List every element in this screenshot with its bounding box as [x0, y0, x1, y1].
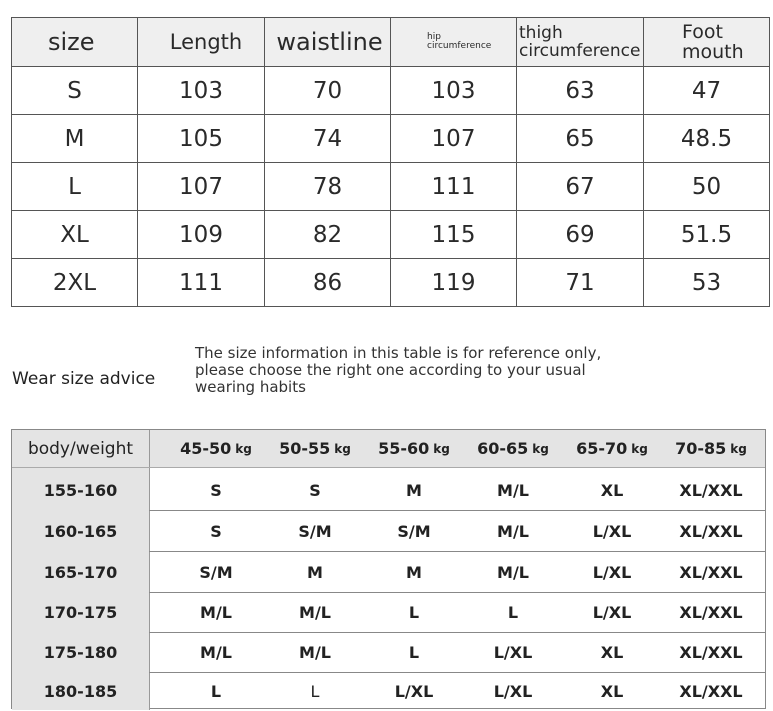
cell-foot: 53	[644, 259, 770, 307]
size-cell: L	[310, 681, 320, 701]
size-cell: XL/XXL	[679, 681, 743, 701]
cell-hip: 111	[391, 163, 517, 211]
cell-length: 111	[138, 259, 265, 307]
size-cell: L/XL	[592, 562, 632, 582]
cell-size: M	[12, 115, 138, 163]
cell-hip: 115	[391, 211, 517, 259]
size-cell: XL/XXL	[679, 642, 743, 662]
cell-waist: 78	[265, 163, 391, 211]
cell-thigh: 65	[517, 115, 644, 163]
cell-length: 109	[138, 211, 265, 259]
wear-size-advice-title: Wear size advice	[12, 369, 156, 389]
size-cell: M/L	[497, 521, 529, 541]
weight-unit: kg	[433, 441, 450, 456]
table-row	[12, 259, 770, 307]
header-hip-circumference	[391, 18, 517, 67]
cell-size: 2XL	[12, 259, 138, 307]
height-range: 180-185	[43, 681, 118, 701]
size-cell: L	[408, 602, 420, 622]
size-reference-note	[195, 345, 665, 396]
weight-range: 65-70	[576, 439, 628, 458]
cell-size: XL	[12, 211, 138, 259]
cell-foot: 47	[644, 67, 770, 115]
header-weight	[266, 430, 364, 467]
cell-size: L	[12, 163, 138, 211]
size-cell: S/M	[397, 521, 431, 541]
size-cell: M	[307, 562, 323, 582]
cell-thigh: 71	[517, 259, 644, 307]
size-cell: M	[406, 562, 422, 582]
header-size: size	[12, 18, 138, 67]
note-line-3: wearing habits	[195, 378, 306, 396]
size-cell: XL	[600, 681, 624, 701]
size-measurement-table	[11, 17, 770, 307]
size-cell: XL/XXL	[679, 562, 743, 582]
note-line-2: please choose the right one according to your usual	[195, 361, 586, 379]
weight-unit: kg	[334, 441, 351, 456]
header-weight	[167, 430, 265, 467]
cell-thigh: 67	[517, 163, 644, 211]
height-range: 175-180	[43, 642, 118, 662]
weight-unit: kg	[631, 441, 648, 456]
header-thigh-circumference	[517, 18, 644, 67]
cell-foot: 51.5	[644, 211, 770, 259]
cell-waist: 74	[265, 115, 391, 163]
header-weight	[464, 430, 562, 467]
table-row	[12, 671, 765, 711]
table-row	[12, 163, 770, 211]
header-thigh-line1: thigh	[519, 23, 563, 43]
cell-waist: 82	[265, 211, 391, 259]
size-cell: XL	[600, 642, 624, 662]
height-range: 160-165	[43, 521, 118, 541]
weight-range: 45-50	[180, 439, 232, 458]
size-cell: S	[210, 480, 222, 500]
table-row	[12, 67, 770, 115]
header-thigh-line2: circumference	[519, 41, 641, 61]
weight-range: 60-65	[477, 439, 529, 458]
table-row	[12, 592, 765, 632]
cell-length: 105	[138, 115, 265, 163]
size-cell: L	[210, 681, 222, 701]
cell-waist: 86	[265, 259, 391, 307]
size-cell: L	[507, 602, 519, 622]
header-foot-line1: Foot	[682, 21, 723, 43]
header-hip-line2: circumference	[427, 41, 492, 51]
size-cell: XL	[600, 480, 624, 500]
weight-unit: kg	[532, 441, 549, 456]
size-cell: L/XL	[592, 521, 632, 541]
size-cell: XL/XXL	[679, 480, 743, 500]
cell-size: S	[12, 67, 138, 115]
table-row	[12, 211, 770, 259]
cell-foot: 50	[644, 163, 770, 211]
cell-length: 107	[138, 163, 265, 211]
table-row	[12, 470, 765, 510]
cell-length: 103	[138, 67, 265, 115]
table-row	[12, 552, 765, 592]
cell-thigh: 69	[517, 211, 644, 259]
table-row	[12, 115, 770, 163]
size-cell: L/XL	[394, 681, 434, 701]
size-cell: S	[309, 480, 321, 500]
weight-unit: kg	[235, 441, 252, 456]
body-weight-size-table	[11, 429, 766, 709]
weight-unit: kg	[730, 441, 747, 456]
size-cell: L/XL	[592, 602, 632, 622]
size-cell: L/XL	[493, 681, 533, 701]
size-cell: M/L	[200, 642, 232, 662]
cell-thigh: 63	[517, 67, 644, 115]
cell-foot: 48.5	[644, 115, 770, 163]
weight-range: 55-60	[378, 439, 430, 458]
cell-hip: 103	[391, 67, 517, 115]
weight-header-row	[12, 430, 765, 468]
cell-hip: 107	[391, 115, 517, 163]
weight-range: 50-55	[279, 439, 331, 458]
size-cell: S	[210, 521, 222, 541]
size-cell: M/L	[497, 480, 529, 500]
size-cell: M/L	[299, 602, 331, 622]
header-weight	[563, 430, 661, 467]
header-weight	[365, 430, 463, 467]
cell-waist: 70	[265, 67, 391, 115]
size-cell: XL/XXL	[679, 521, 743, 541]
size-cell: M/L	[497, 562, 529, 582]
size-cell: S/M	[298, 521, 332, 541]
header-waistline: waistline	[265, 18, 391, 67]
size-cell: XL/XXL	[679, 602, 743, 622]
size-cell: M/L	[299, 642, 331, 662]
table-row	[12, 632, 765, 672]
header-body-weight: body/weight	[12, 430, 150, 467]
header-foot-mouth	[644, 18, 770, 67]
size-table-header-row	[12, 18, 770, 67]
header-hip-line1: hip	[427, 32, 441, 42]
size-cell: L	[408, 642, 420, 662]
size-cell: S/M	[199, 562, 233, 582]
weight-range: 70-85	[675, 439, 727, 458]
header-length: Length	[138, 18, 265, 67]
size-cell: L/XL	[493, 642, 533, 662]
cell-hip: 119	[391, 259, 517, 307]
table-row	[12, 511, 765, 551]
height-range: 165-170	[43, 562, 118, 582]
header-weight	[662, 430, 760, 467]
height-range: 170-175	[43, 602, 118, 622]
size-cell: M/L	[200, 602, 232, 622]
header-foot-line2: mouth	[682, 41, 744, 63]
size-cell: M	[406, 480, 422, 500]
height-range: 155-160	[43, 480, 118, 500]
note-line-1: The size information in this table is for reference only,	[195, 344, 602, 362]
